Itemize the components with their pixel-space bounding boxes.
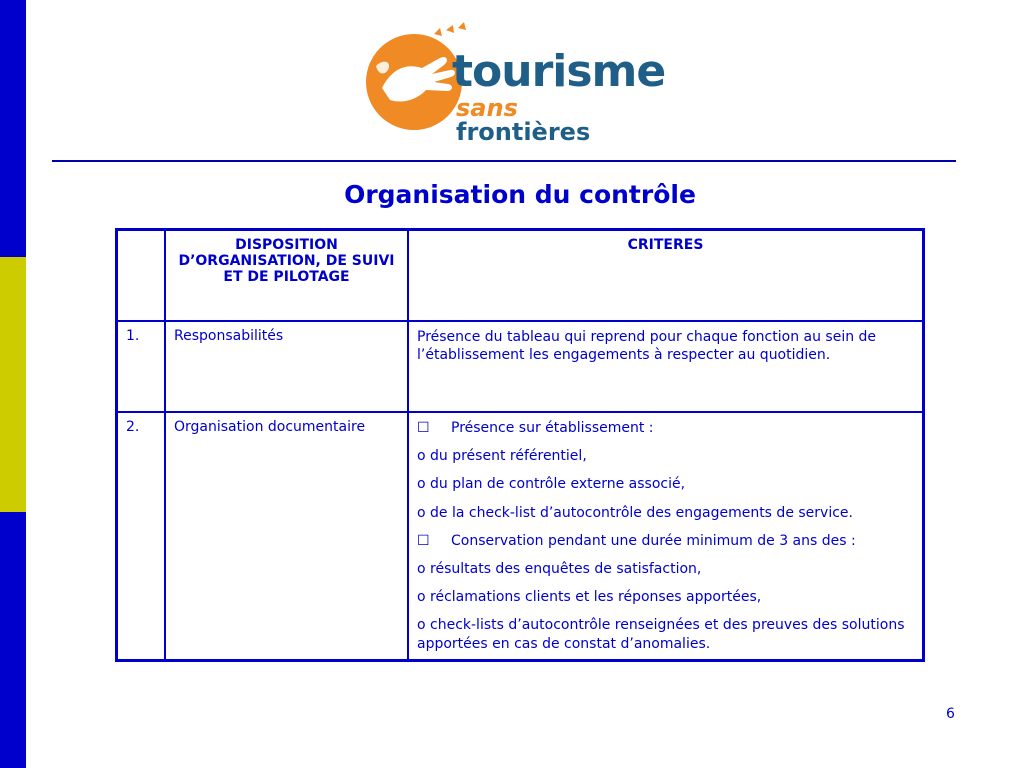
criteria-line: o du présent référentiel, xyxy=(417,448,587,465)
criteria-text: Conservation pendant une durée minimum de 3 ans des : xyxy=(451,532,856,549)
page-title: Organisation du contrôle xyxy=(344,180,696,209)
header-cell-criteres: CRITERES xyxy=(408,230,924,322)
table-row xyxy=(117,321,924,412)
tourisme-sans-frontieres-logo xyxy=(362,18,666,146)
criteria-text: Présence sur établissement : xyxy=(451,420,654,436)
table-header-row xyxy=(117,230,924,322)
criteria-line xyxy=(417,532,914,550)
criteria-line: Présence du tableau qui reprend pour chaque fonction au sein de l’établissement les engagements à respecter au quotidien. xyxy=(417,329,877,364)
logo-word-sans: sans xyxy=(456,94,518,122)
criteria-line xyxy=(417,419,914,437)
row-criteria xyxy=(408,412,924,660)
logo-word-sans-frontieres xyxy=(456,96,652,144)
row-criteria xyxy=(408,321,924,412)
header-cell-disposition: DISPOSITION D’ORGANISATION, DE SUIVI ET DE PILOTAGE xyxy=(165,230,408,322)
control-table xyxy=(115,228,925,662)
row-disposition: Responsabilités xyxy=(165,321,408,412)
criteria-line: o réclamations clients et les réponses apportées, xyxy=(417,589,762,606)
left-side-accent xyxy=(0,257,26,512)
checkbox-bullet-icon: ☐ xyxy=(417,420,430,436)
row-number: 1. xyxy=(117,321,166,412)
criteria-line: o résultats des enquêtes de satisfaction, xyxy=(417,560,702,577)
criteria-line: o de la check-list d’autocontrôle des engagements de service. xyxy=(417,504,853,521)
row-disposition: Organisation documentaire xyxy=(165,412,408,660)
row-number: 2. xyxy=(117,412,166,660)
logo-word-frontieres: frontières xyxy=(456,118,591,146)
header-cell-num xyxy=(117,230,166,322)
page-number: 6 xyxy=(946,706,955,722)
checkbox-bullet-icon: ☐ xyxy=(417,532,430,549)
criteria-line: o check-lists d’autocontrôle renseignées et des preuves des solutions apportées en cas de constat d’anomalies. xyxy=(417,617,905,652)
table-row xyxy=(117,412,924,660)
header-rule xyxy=(52,160,956,162)
logo-word-tourisme: tourisme xyxy=(452,46,666,97)
criteria-line: o du plan de contrôle externe associé, xyxy=(417,476,686,493)
